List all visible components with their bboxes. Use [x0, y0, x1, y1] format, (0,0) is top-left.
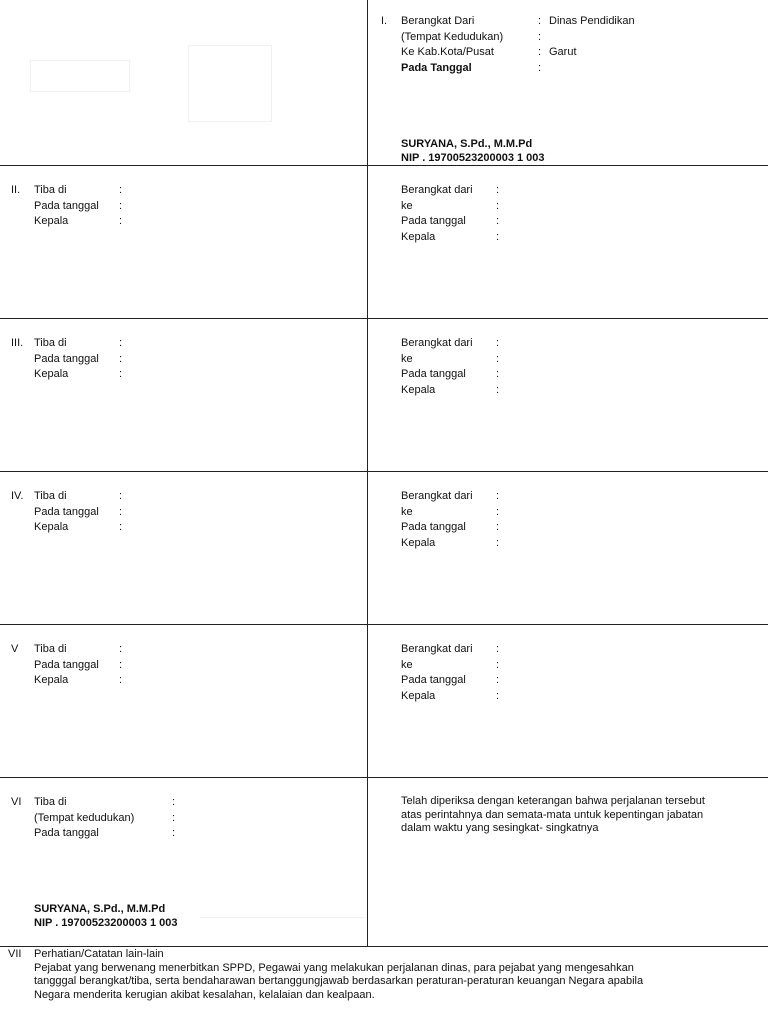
field-separator: :: [119, 643, 123, 655]
field-label: Berangkat dari: [401, 490, 473, 502]
field-label: Kepala: [34, 674, 69, 686]
field-separator: :: [496, 674, 500, 686]
row-divider-1: [0, 165, 768, 166]
field-separator: :: [119, 658, 123, 671]
verification-statement: [401, 795, 768, 836]
field-label: ke: [401, 199, 413, 212]
center-divider: [367, 0, 368, 946]
section-number: III.: [11, 337, 24, 349]
section-7-number: VII: [8, 948, 22, 960]
arrival-block-4: [11, 489, 122, 536]
field-separator: :: [496, 184, 500, 196]
field-separator: :: [496, 689, 500, 702]
section-1-signer-name: SURYANA, S.Pd., M.M.Pd: [401, 138, 533, 150]
section-1-signer-nip: NIP . 19700523200003 1 003: [401, 152, 545, 164]
field-label: (Tempat Kedudukan): [401, 30, 504, 43]
field-separator: :: [538, 15, 542, 27]
field-separator: :: [119, 337, 123, 349]
field-label: Berangkat dari: [401, 184, 473, 196]
section-number: V: [11, 643, 19, 655]
field-label: Berangkat dari: [401, 337, 473, 349]
section-6-arrival: [11, 795, 175, 842]
field-label: Kepala: [401, 383, 436, 396]
row-divider-5: [0, 777, 768, 778]
field-label: (Tempat kedudukan): [34, 811, 135, 824]
field-separator: :: [119, 674, 123, 686]
field-label: Tiba di: [34, 184, 67, 196]
arrival-block-5: [11, 642, 122, 689]
field-label: Pada tanggal: [401, 368, 466, 380]
notes-title: Perhatian/Catatan lain-lain: [34, 948, 164, 960]
field-label: Pada Tanggal: [401, 61, 472, 74]
field-separator: :: [496, 337, 500, 349]
field-value: Garut: [549, 46, 577, 58]
field-label: Kepala: [401, 536, 436, 549]
section-7-notes: [8, 948, 768, 1002]
verification-line: dalam waktu yang sesingkat- singkatnya: [401, 822, 599, 834]
field-separator: :: [119, 184, 123, 196]
field-separator: :: [496, 658, 500, 671]
field-separator: :: [172, 811, 176, 824]
row-divider-4: [0, 624, 768, 625]
field-separator: :: [496, 490, 500, 502]
field-separator: :: [496, 521, 500, 533]
arrival-block-2: [11, 183, 122, 230]
notes-line: tangggal berangkat/tiba, serta bendaharawan bertanggungjawab berdasarkan peraturan-peraturan keuangan Negara apabila: [34, 975, 644, 987]
field-separator: :: [538, 61, 542, 74]
field-label: Kepala: [401, 689, 436, 702]
field-value: Dinas Pendidikan: [549, 15, 635, 27]
field-separator: :: [172, 796, 176, 808]
faint-box-left: [30, 60, 130, 92]
notes-line: Negara menderita kerugian akibat kesalahan, kelalaian dan kealpaan.: [34, 988, 375, 1001]
field-separator: :: [119, 490, 123, 502]
section-number: IV.: [11, 490, 24, 502]
departure-block-2: [401, 183, 499, 245]
field-label: ke: [401, 658, 413, 671]
field-label: Ke Kab.Kota/Pusat: [401, 46, 494, 58]
field-separator: :: [496, 505, 500, 518]
field-label: Tiba di: [34, 796, 67, 808]
row-divider-2: [0, 318, 768, 319]
field-label: ke: [401, 352, 413, 365]
field-separator: :: [119, 521, 123, 533]
departure-block-5: [401, 642, 499, 704]
field-label: Kepala: [401, 230, 436, 243]
field-separator: :: [538, 46, 542, 58]
field-label: ke: [401, 505, 413, 518]
departure-block-4: [401, 489, 499, 551]
field-separator: :: [496, 215, 500, 227]
field-label: Kepala: [34, 215, 69, 227]
field-label: Berangkat Dari: [401, 15, 475, 27]
section-6-signer-nip: NIP . 19700523200003 1 003: [34, 917, 178, 929]
field-label: Kepala: [34, 521, 69, 533]
field-separator: :: [496, 383, 500, 396]
faint-box-right: [188, 45, 272, 122]
notes-line: Pejabat yang berwenang menerbitkan SPPD, Pegawai yang melakukan perjalanan dinas, para pejabat yang mengesahkan: [34, 961, 634, 974]
field-label: Kepala: [34, 368, 69, 380]
arrival-block-3: [11, 336, 122, 383]
field-separator: :: [496, 230, 500, 243]
field-label: Tiba di: [34, 337, 67, 349]
field-separator: :: [496, 536, 500, 549]
field-separator: :: [496, 352, 500, 365]
field-label: Pada tanggal: [34, 199, 99, 212]
field-label: Pada tanggal: [34, 352, 99, 365]
field-label: Pada tanggal: [34, 827, 99, 839]
field-separator: :: [496, 199, 500, 212]
field-label: Pada tanggal: [401, 215, 466, 227]
departure-block-3: [401, 336, 499, 398]
section-1-number: I.: [381, 15, 388, 27]
section-1-departure: [381, 14, 635, 76]
field-separator: :: [119, 368, 123, 380]
field-label: Berangkat dari: [401, 643, 473, 655]
verification-line: atas perintahnya dan semata-mata untuk kepentingan jabatan: [401, 808, 704, 821]
field-separator: :: [496, 643, 500, 655]
field-separator: :: [119, 505, 123, 518]
field-separator: :: [119, 199, 123, 212]
field-label: Pada tanggal: [401, 674, 466, 686]
verification-line: Telah diperiksa dengan keterangan bahwa perjalanan tersebut: [401, 795, 705, 807]
faint-signature-line: [200, 917, 365, 918]
row-divider-6: [0, 946, 768, 947]
field-separator: :: [538, 30, 542, 43]
section-number: II.: [11, 184, 21, 196]
field-separator: :: [119, 215, 123, 227]
field-label: Pada tanggal: [401, 521, 466, 533]
field-label: Pada tanggal: [34, 658, 99, 671]
row-divider-3: [0, 471, 768, 472]
field-label: Pada tanggal: [34, 505, 99, 518]
section-6-number: VI: [11, 796, 22, 808]
field-separator: :: [496, 368, 500, 380]
field-label: Tiba di: [34, 643, 67, 655]
field-separator: :: [172, 827, 176, 839]
field-label: Tiba di: [34, 490, 67, 502]
section-6-signer-name: SURYANA, S.Pd., M.M.Pd: [34, 903, 166, 915]
field-separator: :: [119, 352, 123, 365]
